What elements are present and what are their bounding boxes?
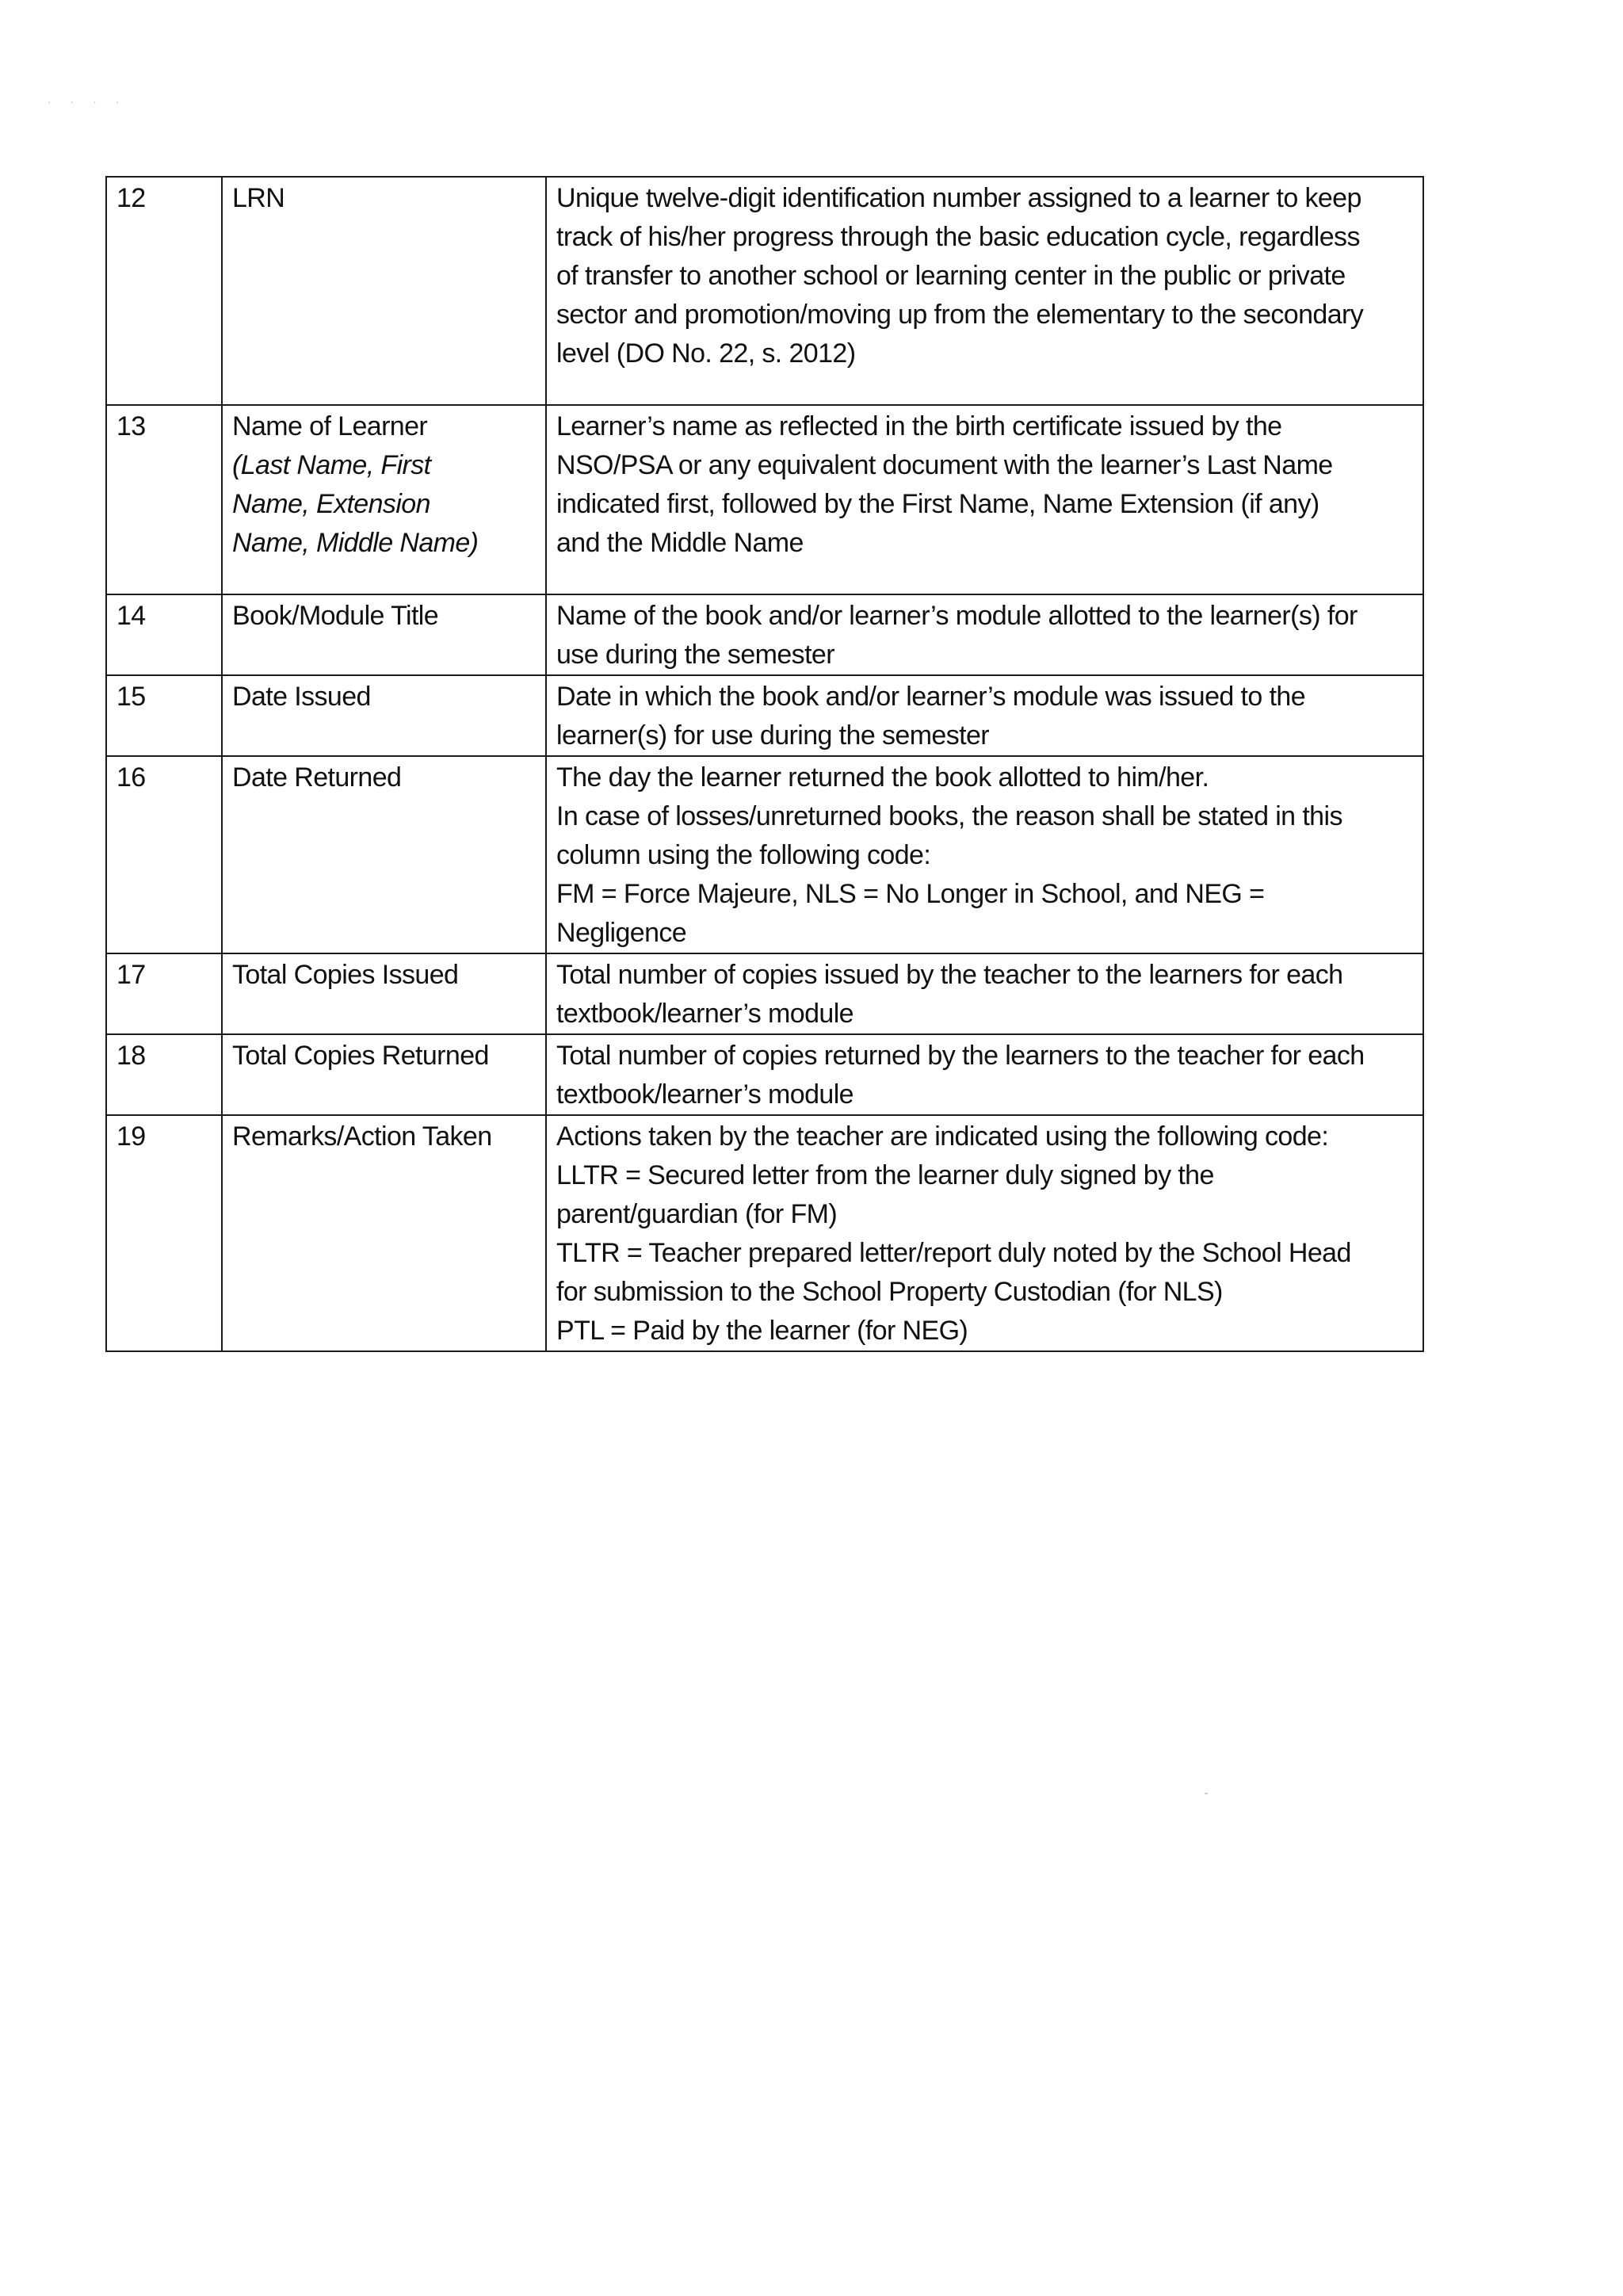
description-line: Total number of copies returned by the learners to the teacher for each bbox=[556, 1041, 1365, 1071]
scan-speck bbox=[1205, 1793, 1208, 1794]
field-name-line: Total Copies Returned bbox=[232, 1041, 489, 1071]
row-number bbox=[106, 1115, 222, 1351]
row-number-text: 14 bbox=[116, 601, 146, 631]
field-name-note-line: Name, Middle Name) bbox=[232, 528, 479, 558]
field-description bbox=[546, 675, 1423, 756]
description-line: FM = Force Majeure, NLS = No Longer in School, and NEG = bbox=[556, 879, 1265, 909]
description-line: NSO/PSA or any equivalent document with the learner’s Last Name bbox=[556, 450, 1333, 480]
description-line: TLTR = Teacher prepared letter/report duly noted by the School Head bbox=[556, 1238, 1351, 1268]
description-line: Date in which the book and/or learner’s module was issued to the bbox=[556, 682, 1306, 712]
field-name-line: Date Issued bbox=[232, 682, 371, 712]
description-line: column using the following code: bbox=[556, 840, 931, 870]
field-description bbox=[546, 594, 1423, 675]
table-row bbox=[106, 756, 1423, 953]
field-name bbox=[222, 1115, 546, 1351]
description-line: Unique twelve-digit identification number assigned to a learner to keep bbox=[556, 183, 1361, 213]
row-number bbox=[106, 405, 222, 594]
description-line: sector and promotion/moving up from the elementary to the secondary bbox=[556, 300, 1364, 330]
description-line: PTL = Paid by the learner (for NEG) bbox=[556, 1316, 968, 1346]
description-line: Name of the book and/or learner’s module allotted to the learner(s) for bbox=[556, 601, 1358, 631]
row-number bbox=[106, 756, 222, 953]
field-name-line: Book/Module Title bbox=[232, 601, 439, 631]
row-number-text: 13 bbox=[116, 411, 146, 441]
description-line: use during the semester bbox=[556, 640, 834, 670]
field-definitions-table bbox=[105, 176, 1424, 1352]
description-line: textbook/learner’s module bbox=[556, 999, 854, 1029]
table-row bbox=[106, 675, 1423, 756]
table-row bbox=[106, 405, 1423, 594]
table-row bbox=[106, 1034, 1423, 1115]
row-number bbox=[106, 1034, 222, 1115]
description-line: for submission to the School Property Custodian (for NLS) bbox=[556, 1277, 1223, 1307]
table-row bbox=[106, 953, 1423, 1034]
field-name-line: Date Returned bbox=[232, 762, 402, 793]
field-name bbox=[222, 675, 546, 756]
row-number-text: 16 bbox=[116, 762, 146, 793]
field-description bbox=[546, 1034, 1423, 1115]
field-name bbox=[222, 405, 546, 594]
description-line: of transfer to another school or learning center in the public or private bbox=[556, 261, 1346, 291]
table-row bbox=[106, 594, 1423, 675]
field-description bbox=[546, 405, 1423, 594]
description-line: textbook/learner’s module bbox=[556, 1079, 854, 1110]
field-description bbox=[546, 756, 1423, 953]
description-line: and the Middle Name bbox=[556, 528, 804, 558]
field-name bbox=[222, 594, 546, 675]
description-line: parent/guardian (for FM) bbox=[556, 1199, 838, 1229]
description-line: In case of losses/unreturned books, the reason shall be stated in this bbox=[556, 801, 1342, 831]
row-number-text: 12 bbox=[116, 183, 146, 213]
row-number-text: 17 bbox=[116, 960, 146, 990]
field-name bbox=[222, 756, 546, 953]
field-name-line: Name of Learner bbox=[232, 411, 428, 441]
field-name-line: Remarks/Action Taken bbox=[232, 1121, 492, 1152]
scan-specks: · · · · bbox=[48, 95, 128, 108]
description-line: LLTR = Secured letter from the learner duly signed by the bbox=[556, 1160, 1214, 1190]
field-name bbox=[222, 953, 546, 1034]
description-line: Negligence bbox=[556, 918, 687, 948]
row-number-text: 18 bbox=[116, 1041, 146, 1071]
field-name-line: LRN bbox=[232, 183, 285, 213]
description-line: track of his/her progress through the basic education cycle, regardless bbox=[556, 222, 1360, 252]
description-line: Total number of copies issued by the teacher to the learners for each bbox=[556, 960, 1343, 990]
field-description bbox=[546, 177, 1423, 405]
row-number-text: 15 bbox=[116, 682, 146, 712]
description-line: indicated first, followed by the First Name, Name Extension (if any) bbox=[556, 489, 1319, 519]
description-line: learner(s) for use during the semester bbox=[556, 720, 990, 751]
field-name bbox=[222, 177, 546, 405]
description-line: level (DO No. 22, s. 2012) bbox=[556, 338, 856, 369]
field-name bbox=[222, 1034, 546, 1115]
row-number bbox=[106, 953, 222, 1034]
description-line: The day the learner returned the book allotted to him/her. bbox=[556, 762, 1209, 793]
table-row bbox=[106, 177, 1423, 405]
field-name-line: Total Copies Issued bbox=[232, 960, 459, 990]
row-number bbox=[106, 177, 222, 405]
row-number-text: 19 bbox=[116, 1121, 146, 1152]
description-line: Learner’s name as reflected in the birth certificate issued by the bbox=[556, 411, 1282, 441]
row-number bbox=[106, 594, 222, 675]
field-name-note-line: Name, Extension bbox=[232, 489, 430, 519]
field-description bbox=[546, 953, 1423, 1034]
table-row bbox=[106, 1115, 1423, 1351]
field-description bbox=[546, 1115, 1423, 1351]
field-name-note-line: (Last Name, First bbox=[232, 450, 431, 480]
row-number bbox=[106, 675, 222, 756]
description-line: Actions taken by the teacher are indicated using the following code: bbox=[556, 1121, 1329, 1152]
